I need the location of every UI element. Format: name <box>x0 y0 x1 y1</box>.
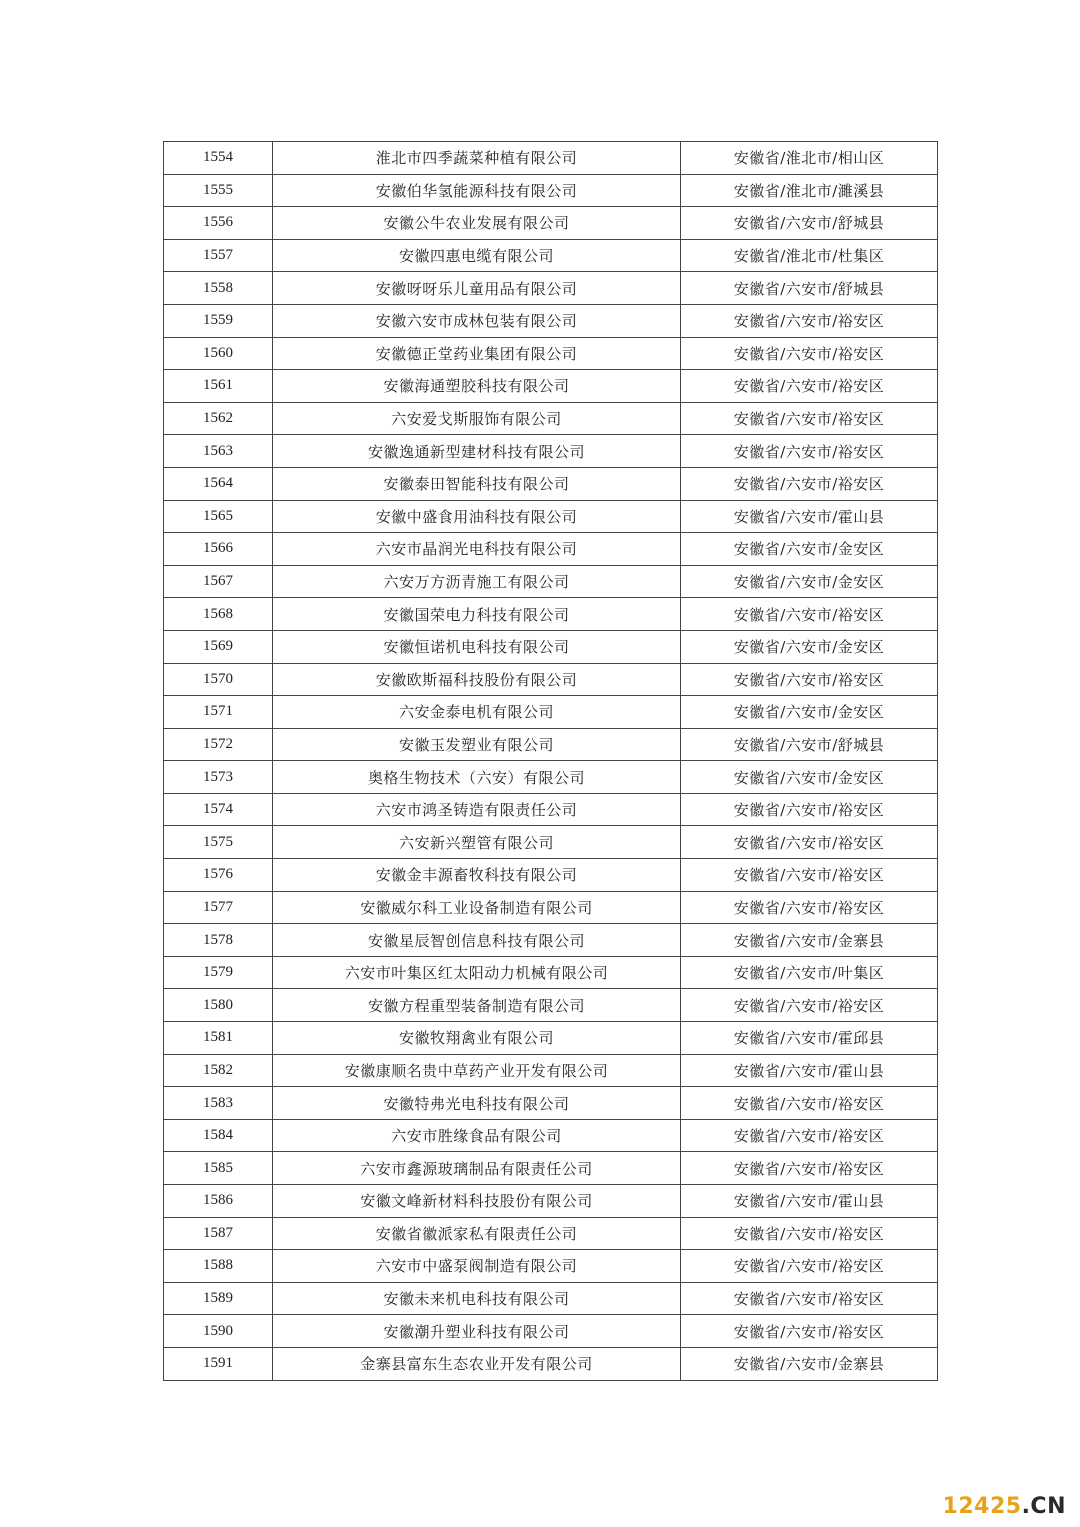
table-row <box>164 533 938 566</box>
region-path: 安徽省/六安市/舒城县 <box>681 207 938 240</box>
table-row <box>164 174 938 207</box>
table-row <box>164 826 938 859</box>
company-name: 六安新兴塑管有限公司 <box>273 826 681 859</box>
table-row <box>164 565 938 598</box>
company-name: 安徽金丰源畜牧科技有限公司 <box>273 859 681 892</box>
row-number: 1586 <box>164 1185 273 1218</box>
region-path: 安徽省/六安市/金安区 <box>681 696 938 729</box>
table-row <box>164 598 938 631</box>
company-name: 安徽呀呀乐儿童用品有限公司 <box>273 272 681 305</box>
table-row <box>164 728 938 761</box>
table-row <box>164 1119 938 1152</box>
company-name: 安徽国荣电力科技有限公司 <box>273 598 681 631</box>
region-path: 安徽省/六安市/裕安区 <box>681 1152 938 1185</box>
row-number: 1556 <box>164 207 273 240</box>
table-row <box>164 1217 938 1250</box>
row-number: 1591 <box>164 1347 273 1380</box>
region-path: 安徽省/六安市/裕安区 <box>681 402 938 435</box>
region-path: 安徽省/六安市/霍邱县 <box>681 1022 938 1055</box>
region-path: 安徽省/六安市/裕安区 <box>681 1217 938 1250</box>
region-path: 安徽省/淮北市/杜集区 <box>681 239 938 272</box>
company-name: 六安市鑫源玻璃制品有限责任公司 <box>273 1152 681 1185</box>
region-path: 安徽省/六安市/金寨县 <box>681 1347 938 1380</box>
row-number: 1584 <box>164 1119 273 1152</box>
table-row <box>164 1087 938 1120</box>
company-name: 安徽泰田智能科技有限公司 <box>273 467 681 500</box>
region-path: 安徽省/六安市/舒城县 <box>681 728 938 761</box>
company-name: 安徽文峰新材料科技股份有限公司 <box>273 1185 681 1218</box>
region-path: 安徽省/六安市/裕安区 <box>681 337 938 370</box>
row-number: 1571 <box>164 696 273 729</box>
table-row <box>164 1185 938 1218</box>
table-row <box>164 1347 938 1380</box>
company-name: 安徽德正堂药业集团有限公司 <box>273 337 681 370</box>
table-row <box>164 663 938 696</box>
company-name: 金寨县富东生态农业开发有限公司 <box>273 1347 681 1380</box>
table-row <box>164 859 938 892</box>
company-name: 安徽公牛农业发展有限公司 <box>273 207 681 240</box>
region-path: 安徽省/六安市/金安区 <box>681 533 938 566</box>
row-number: 1576 <box>164 859 273 892</box>
company-name: 安徽牧翔禽业有限公司 <box>273 1022 681 1055</box>
row-number: 1554 <box>164 142 273 175</box>
region-path: 安徽省/六安市/裕安区 <box>681 598 938 631</box>
table-row <box>164 142 938 175</box>
company-name: 安徽星辰智创信息科技有限公司 <box>273 924 681 957</box>
table-row <box>164 402 938 435</box>
table-row <box>164 630 938 663</box>
row-number: 1581 <box>164 1022 273 1055</box>
table-row <box>164 1250 938 1283</box>
row-number: 1570 <box>164 663 273 696</box>
row-number: 1580 <box>164 989 273 1022</box>
row-number: 1568 <box>164 598 273 631</box>
table-row <box>164 467 938 500</box>
row-number: 1562 <box>164 402 273 435</box>
region-path: 安徽省/六安市/金安区 <box>681 761 938 794</box>
table-row <box>164 1315 938 1348</box>
region-path: 安徽省/六安市/裕安区 <box>681 304 938 337</box>
table-body <box>164 142 938 1381</box>
company-name: 安徽欧斯福科技股份有限公司 <box>273 663 681 696</box>
watermark-domain: 12425 <box>942 1494 1022 1519</box>
table-row <box>164 207 938 240</box>
company-name: 六安市胜缘食品有限公司 <box>273 1119 681 1152</box>
company-name: 安徽方程重型装备制造有限公司 <box>273 989 681 1022</box>
row-number: 1563 <box>164 435 273 468</box>
company-name: 安徽省徽派家私有限责任公司 <box>273 1217 681 1250</box>
company-name: 安徽恒诺机电科技有限公司 <box>273 630 681 663</box>
region-path: 安徽省/六安市/裕安区 <box>681 891 938 924</box>
region-path: 安徽省/淮北市/相山区 <box>681 142 938 175</box>
company-name: 安徽中盛食用油科技有限公司 <box>273 500 681 533</box>
row-number: 1567 <box>164 565 273 598</box>
row-number: 1557 <box>164 239 273 272</box>
company-name: 六安市中盛泵阀制造有限公司 <box>273 1250 681 1283</box>
company-name: 安徽潮升塑业科技有限公司 <box>273 1315 681 1348</box>
row-number: 1574 <box>164 793 273 826</box>
table-row <box>164 761 938 794</box>
row-number: 1575 <box>164 826 273 859</box>
region-path: 安徽省/六安市/裕安区 <box>681 1119 938 1152</box>
row-number: 1558 <box>164 272 273 305</box>
table-row <box>164 924 938 957</box>
site-watermark <box>943 1494 1066 1519</box>
table-row <box>164 1054 938 1087</box>
row-number: 1555 <box>164 174 273 207</box>
row-number: 1582 <box>164 1054 273 1087</box>
region-path: 安徽省/六安市/裕安区 <box>681 467 938 500</box>
region-path: 安徽省/六安市/舒城县 <box>681 272 938 305</box>
row-number: 1560 <box>164 337 273 370</box>
table-row <box>164 891 938 924</box>
region-path: 安徽省/六安市/裕安区 <box>681 826 938 859</box>
region-path: 安徽省/六安市/裕安区 <box>681 793 938 826</box>
row-number: 1566 <box>164 533 273 566</box>
row-number: 1577 <box>164 891 273 924</box>
row-number: 1589 <box>164 1282 273 1315</box>
company-name: 六安金泰电机有限公司 <box>273 696 681 729</box>
row-number: 1590 <box>164 1315 273 1348</box>
row-number: 1573 <box>164 761 273 794</box>
table-row <box>164 304 938 337</box>
company-name: 六安市叶集区红太阳动力机械有限公司 <box>273 956 681 989</box>
company-name: 安徽四惠电缆有限公司 <box>273 239 681 272</box>
table-row <box>164 696 938 729</box>
company-name: 安徽六安市成林包装有限公司 <box>273 304 681 337</box>
company-list-table <box>163 141 938 1381</box>
region-path: 安徽省/六安市/裕安区 <box>681 1315 938 1348</box>
table-row <box>164 239 938 272</box>
table-row <box>164 956 938 989</box>
company-name: 安徽特弗光电科技有限公司 <box>273 1087 681 1120</box>
row-number: 1561 <box>164 370 273 403</box>
region-path: 安徽省/六安市/金安区 <box>681 565 938 598</box>
region-path: 安徽省/六安市/霍山县 <box>681 1185 938 1218</box>
region-path: 安徽省/六安市/裕安区 <box>681 859 938 892</box>
table-row <box>164 1022 938 1055</box>
region-path: 安徽省/六安市/金寨县 <box>681 924 938 957</box>
region-path: 安徽省/六安市/霍山县 <box>681 1054 938 1087</box>
region-path: 安徽省/六安市/金安区 <box>681 630 938 663</box>
row-number: 1588 <box>164 1250 273 1283</box>
company-name: 安徽未来机电科技有限公司 <box>273 1282 681 1315</box>
row-number: 1559 <box>164 304 273 337</box>
row-number: 1587 <box>164 1217 273 1250</box>
company-name: 安徽玉发塑业有限公司 <box>273 728 681 761</box>
region-path: 安徽省/六安市/裕安区 <box>681 663 938 696</box>
company-name: 六安市晶润光电科技有限公司 <box>273 533 681 566</box>
row-number: 1564 <box>164 467 273 500</box>
company-name: 安徽威尔科工业设备制造有限公司 <box>273 891 681 924</box>
table-row <box>164 272 938 305</box>
region-path: 安徽省/六安市/裕安区 <box>681 1250 938 1283</box>
table-row <box>164 500 938 533</box>
region-path: 安徽省/六安市/叶集区 <box>681 956 938 989</box>
company-name: 安徽海通塑胶科技有限公司 <box>273 370 681 403</box>
table-row <box>164 370 938 403</box>
company-name: 六安市鸿圣铸造有限责任公司 <box>273 793 681 826</box>
region-path: 安徽省/六安市/裕安区 <box>681 370 938 403</box>
row-number: 1579 <box>164 956 273 989</box>
company-name: 安徽逸通新型建材科技有限公司 <box>273 435 681 468</box>
region-path: 安徽省/六安市/裕安区 <box>681 1282 938 1315</box>
table-row <box>164 989 938 1022</box>
company-name: 奥格生物技术（六安）有限公司 <box>273 761 681 794</box>
row-number: 1578 <box>164 924 273 957</box>
row-number: 1585 <box>164 1152 273 1185</box>
table-row <box>164 1282 938 1315</box>
company-name: 安徽伯华氢能源科技有限公司 <box>273 174 681 207</box>
region-path: 安徽省/淮北市/濉溪县 <box>681 174 938 207</box>
region-path: 安徽省/六安市/裕安区 <box>681 435 938 468</box>
company-name: 六安万方沥青施工有限公司 <box>273 565 681 598</box>
table-row <box>164 1152 938 1185</box>
row-number: 1583 <box>164 1087 273 1120</box>
region-path: 安徽省/六安市/裕安区 <box>681 1087 938 1120</box>
watermark-tld: .CN <box>1021 1494 1066 1519</box>
company-name: 安徽康顺名贵中草药产业开发有限公司 <box>273 1054 681 1087</box>
row-number: 1572 <box>164 728 273 761</box>
table-row <box>164 337 938 370</box>
company-name: 淮北市四季蔬菜种植有限公司 <box>273 142 681 175</box>
table-row <box>164 793 938 826</box>
region-path: 安徽省/六安市/裕安区 <box>681 989 938 1022</box>
row-number: 1565 <box>164 500 273 533</box>
table-row <box>164 435 938 468</box>
company-name: 六安爱戈斯服饰有限公司 <box>273 402 681 435</box>
region-path: 安徽省/六安市/霍山县 <box>681 500 938 533</box>
row-number: 1569 <box>164 630 273 663</box>
